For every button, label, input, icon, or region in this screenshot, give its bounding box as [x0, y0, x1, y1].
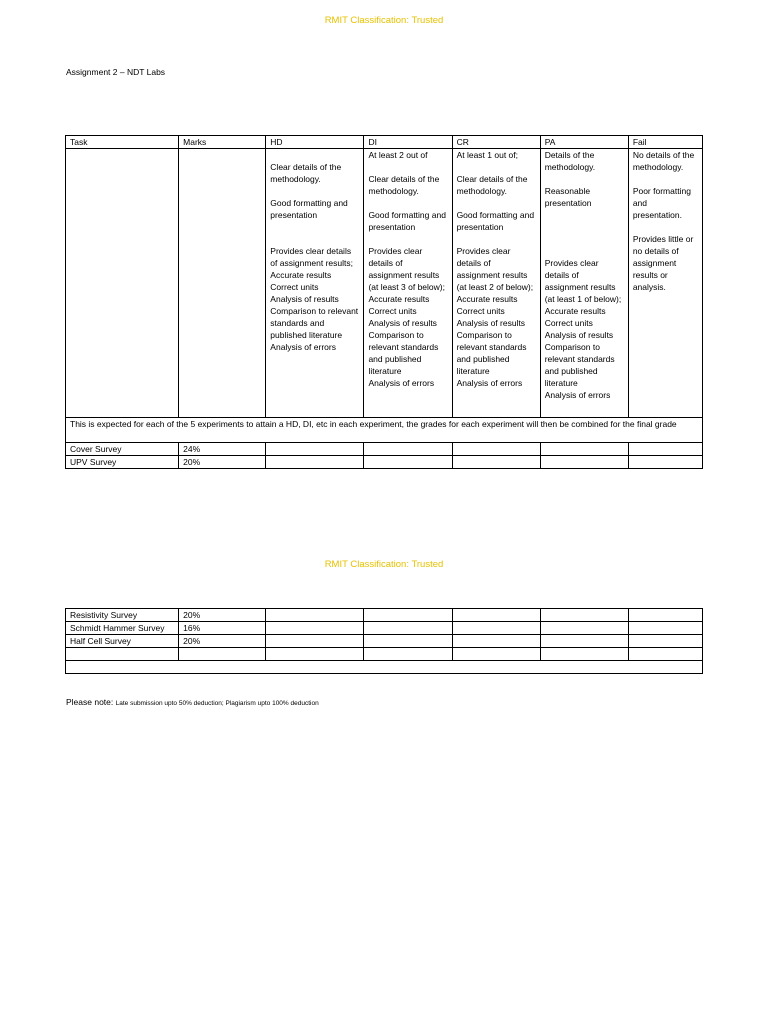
criteria-task-cell — [66, 149, 179, 418]
note-label: Please note: — [66, 697, 116, 707]
task-name: UPV Survey — [66, 456, 179, 469]
note-text: Late submission upto 50% deduction; Plagiarism upto 100% deduction — [115, 700, 319, 707]
classification-header-page2: RMIT Classification: Trusted — [324, 559, 444, 570]
task-name: Cover Survey — [66, 443, 179, 456]
criteria-di: At least 2 out of Clear details of the methodology. Good formatting and presentation Provides clear details of assignment results (at least 3 of below); Accurate results Correct units Analysis of results Comparison to relevant standards and published literature Analysis of errors — [364, 149, 452, 418]
table-row — [66, 661, 703, 674]
document-title: Assignment 2 – NDT Labs — [66, 67, 166, 77]
table-row — [66, 648, 703, 661]
task-marks: 16% — [179, 622, 266, 635]
note-row — [66, 418, 703, 443]
criteria-fail: No details of the methodology. Poor formatting and presentation. Provides little or no details of assignment results or analysis. — [628, 149, 702, 418]
header-di: DI — [364, 136, 452, 149]
criteria-marks-cell — [179, 149, 266, 418]
header-task: Task — [66, 136, 179, 149]
header-fail: Fail — [628, 136, 702, 149]
table-row — [66, 635, 703, 648]
rubric-table-continued — [65, 608, 703, 674]
header-cr: CR — [452, 136, 540, 149]
table-row — [66, 622, 703, 635]
header-marks: Marks — [179, 136, 266, 149]
criteria-row — [66, 149, 703, 418]
table-row — [66, 443, 703, 456]
task-marks: 20% — [179, 635, 266, 648]
task-marks: 20% — [179, 609, 266, 622]
criteria-pa: Details of the methodology. Reasonable presentation Provides clear details of assignment results (at least 1 of below); Accurate results Correct units Analysis of results Comparison to relevant standards and published literature Analysis of errors — [540, 149, 628, 418]
classification-header: RMIT Classification: Trusted — [324, 15, 444, 26]
task-name: Resistivity Survey — [66, 609, 179, 622]
task-name: Schmidt Hammer Survey — [66, 622, 179, 635]
header-hd: HD — [266, 136, 364, 149]
criteria-hd: Clear details of the methodology. Good formatting and presentation Provides clear details of assignment results; Accurate results Correct units Analysis of results Comparison to relevant standards and published literature Analysis of errors — [266, 149, 364, 418]
header-row — [66, 136, 703, 149]
grading-note: This is expected for each of the 5 experiments to attain a HD, DI, etc in each experiment, the grades for each experiment will then be combined for the final grade — [66, 418, 703, 443]
rubric-table — [65, 135, 703, 469]
task-marks: 24% — [179, 443, 266, 456]
submission-note — [66, 697, 319, 707]
task-name: Half Cell Survey — [66, 635, 179, 648]
table-row — [66, 456, 703, 469]
table-row — [66, 609, 703, 622]
task-marks: 20% — [179, 456, 266, 469]
criteria-cr: At least 1 out of; Clear details of the methodology. Good formatting and presentation Provides clear details of assignment results (at least 2 of below); Accurate results Correct units Analysis of results Comparison to relevant standards and published literature Analysis of errors — [452, 149, 540, 418]
header-pa: PA — [540, 136, 628, 149]
